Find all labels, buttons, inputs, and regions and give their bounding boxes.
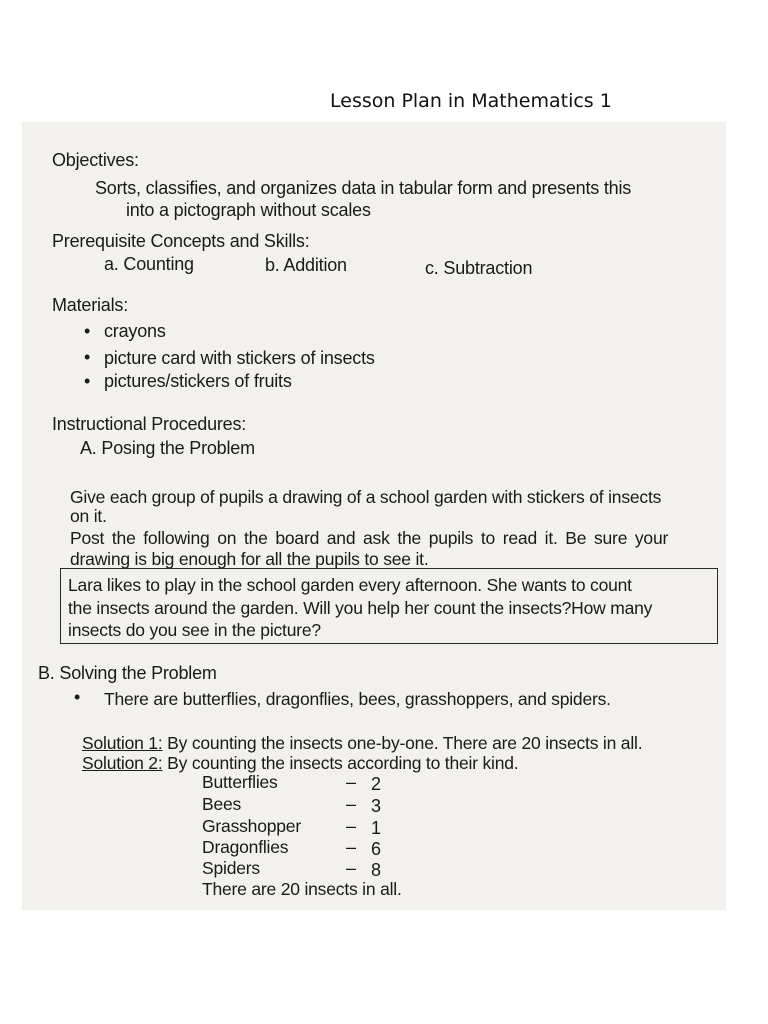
bullet-icon: • — [84, 347, 91, 367]
procedure-text-3: Post the following on the board and ask the pupils to read it. Be sure your — [70, 528, 669, 548]
solution-1-text: By counting the insects one-by-one. There are 20 insects in all. — [162, 733, 643, 753]
dash: – — [346, 858, 357, 878]
dash: – — [346, 772, 357, 792]
procedures-heading: Instructional Procedures: — [52, 414, 247, 434]
procedure-text-1: Give each group of pupils a drawing of a school garden with stickers of insects — [70, 487, 662, 507]
count-value: 8 — [371, 860, 382, 880]
materials-heading: Materials: — [52, 295, 129, 315]
prerequisite-a: a. Counting — [104, 254, 194, 274]
solution-2-text: By counting the insects according to their kind. — [162, 753, 519, 773]
count-label: Grasshopper — [202, 816, 301, 836]
objectives-line-2: into a pictograph without scales — [126, 200, 371, 220]
objectives-heading: Objectives: — [52, 150, 139, 170]
solution-1-label: Solution 1: — [82, 733, 163, 753]
procedure-text-4: drawing is big enough for all the pupils to see it. — [70, 549, 429, 569]
problem-line-3: insects do you see in the picture? — [68, 620, 321, 640]
count-label: Dragonflies — [202, 837, 289, 857]
insects-bullet: There are butterflies, dragonflies, bees, grasshoppers, and spiders. — [104, 689, 611, 709]
objectives-line-1: Sorts, classifies, and organizes data in tabular form and presents this — [95, 178, 632, 198]
material-item: pictures/stickers of fruits — [104, 371, 292, 391]
material-item: crayons — [104, 321, 166, 341]
problem-line-1: Lara likes to play in the school garden every afternoon. She wants to count — [68, 575, 632, 595]
dash: – — [346, 837, 357, 857]
count-label: Butterflies — [202, 772, 278, 792]
prerequisite-b: b. Addition — [265, 255, 347, 275]
prerequisite-c: c. Subtraction — [425, 258, 533, 278]
count-label: Bees — [202, 794, 242, 814]
count-value: 2 — [371, 774, 382, 794]
prerequisites-heading: Prerequisite Concepts and Skills: — [52, 231, 310, 251]
bullet-icon: • — [84, 371, 91, 391]
bullet-icon: • — [74, 687, 81, 707]
count-value: 1 — [371, 818, 382, 838]
problem-line-2: the insects around the garden. Will you help her count the insects?How many — [68, 598, 653, 618]
count-label: Spiders — [202, 858, 260, 878]
total-line: There are 20 insects in all. — [202, 879, 402, 899]
dash: – — [346, 794, 357, 814]
dash: – — [346, 816, 357, 836]
material-item: picture card with stickers of insects — [104, 348, 375, 368]
count-value: 6 — [371, 839, 382, 859]
solution-1 — [82, 732, 642, 754]
procedure-a-heading: A. Posing the Problem — [80, 438, 255, 458]
page-title: Lesson Plan in Mathematics 1 — [330, 90, 612, 112]
solution-2 — [82, 752, 518, 774]
count-value: 3 — [371, 796, 382, 816]
bullet-icon: • — [84, 321, 91, 341]
solution-2-label: Solution 2: — [82, 753, 163, 773]
procedure-text-2: on it. — [70, 506, 107, 526]
solving-heading: B. Solving the Problem — [38, 663, 217, 683]
